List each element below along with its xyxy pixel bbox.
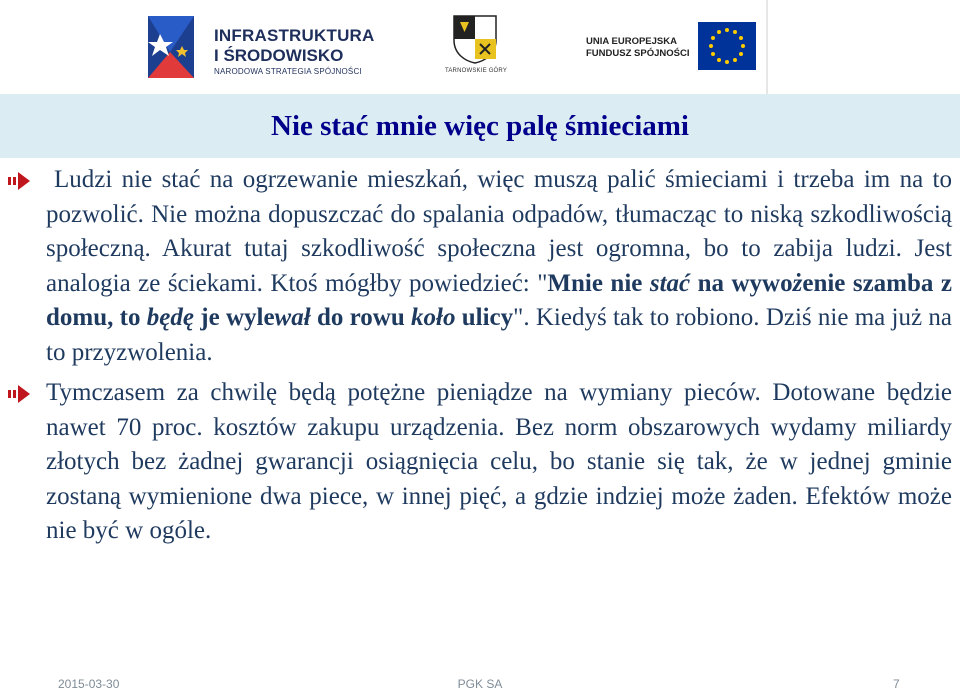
p1-quote-i3: będę <box>146 304 194 331</box>
p1-quote-i1: stać <box>649 269 691 297</box>
footer-date: 2015-03-30 <box>58 677 120 691</box>
p1-quote-b5: do rowu <box>310 304 412 331</box>
p1-quote-b3: enie szamba z domu, to <box>46 269 952 331</box>
logo-infra-line3: NARODOWA STRATEGIA SPÓJNOŚCI <box>214 67 362 76</box>
bullet-arrow-icon <box>8 385 30 403</box>
logo-eu-line2: FUNDUSZ SPÓJNOŚCI <box>586 48 690 59</box>
logo-tarnowskie-caption: TARNOWSKIE GÓRY <box>444 68 508 74</box>
slide-title: Nie stać mnie więc palę śmieciami <box>271 110 689 142</box>
p1-text-start: Ludzi nie stać na ogrzewanie mieszkań, więc muszą palić śmieciami i trzeba im na to pozwolić. Nie można dopuszczać do spalania odpadów, tłumacząc to niską szkodliwością społeczną. Akurat tutaj szkodliwość społeczna jest ogromna, bo to zabija ludzi. Jest analogia ze ściekami. Ktoś mógłby powiedzieć: " <box>46 166 952 297</box>
logo-infra-line1: INFRASTRUKTURA <box>214 26 375 45</box>
paragraph-1 <box>46 163 952 370</box>
slide-content <box>46 163 952 549</box>
paragraph-2 <box>46 376 952 549</box>
logo-tarnowskie-gory <box>438 14 514 80</box>
p1-quote-b6: ulicy <box>455 304 514 331</box>
logo-infra-line2: I ŚRODOWISKO <box>214 46 344 65</box>
p1-quote-b4: je wyle <box>193 304 275 331</box>
p1-quote-i5: koło <box>411 304 456 331</box>
coat-of-arms-icon <box>452 14 498 64</box>
p1-text-end: ". Kiedyś tak to robiono. Dziś nie ma już na to przyzwolenia. <box>46 304 952 366</box>
logo-unia-europejska <box>586 22 756 70</box>
p1-quote-b2: na wywo <box>690 269 793 297</box>
logo-infrastruktura <box>140 12 375 82</box>
p1-quote-i2: ż <box>792 269 803 297</box>
p1-quote-i4: wał <box>274 304 311 331</box>
logo-eu-line1: UNIA EUROPEJSKA <box>586 36 677 47</box>
flag-stars-logo-icon <box>140 12 202 82</box>
footer-page-number: 7 <box>893 677 900 691</box>
bullet-arrow-icon <box>8 172 30 190</box>
logo-bar <box>126 0 768 94</box>
p1-quote-b1: Mnie nie <box>547 269 650 297</box>
footer-center: PGK SA <box>457 677 503 691</box>
eu-flag-icon <box>698 22 756 70</box>
p2-text: Tymczasem za chwilę będą potężne pieniądze na wymiany pieców. Dotowane będzie nawet 70 proc. kosztów zakupu urządzenia. Bez norm obszarowych wydamy miliardy złotych bez żadnej gwarancji osiągnięcia celu, bo stanie się tak, że w jednej gminie zostaną wymienione dwa piece, w innej pięć, a gdzie indziej może żaden. Efektów może nie być w ogóle. <box>46 379 952 544</box>
